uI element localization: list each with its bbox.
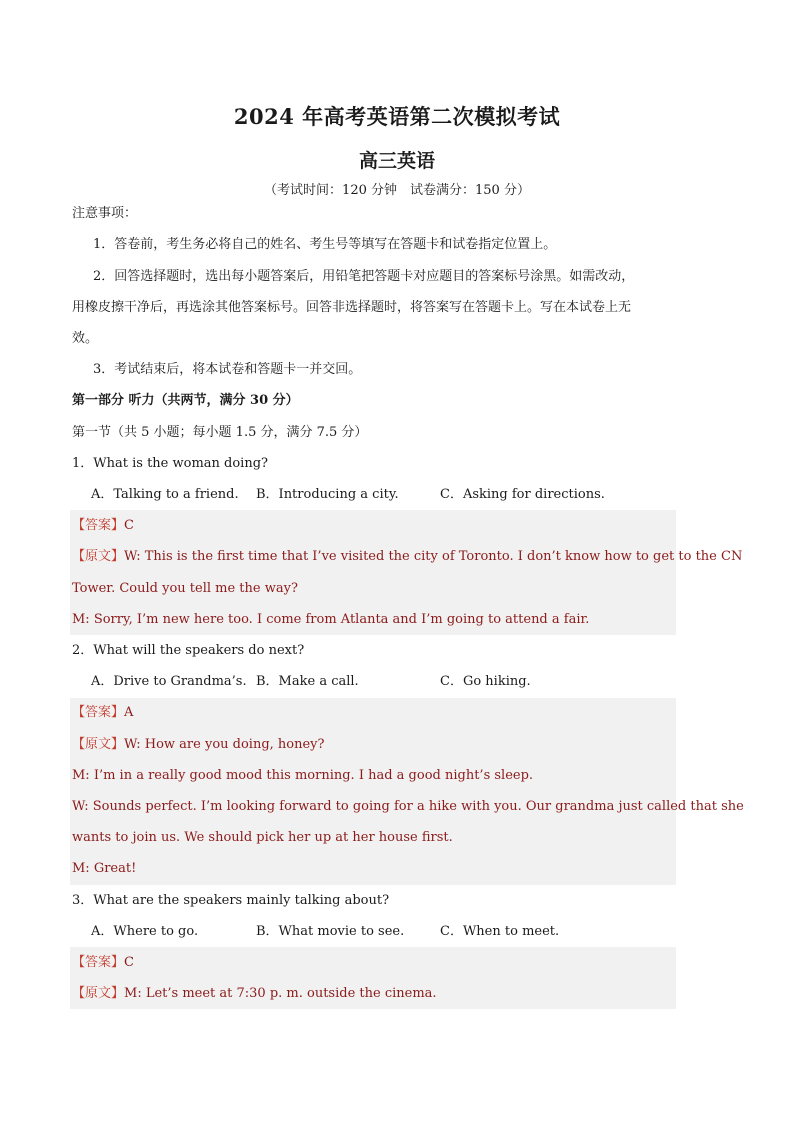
script-line-2-3: W: Sounds perfect. I’m looking forward to going for a hike with you. Our grandma just called that she <box>72 799 744 814</box>
script-line-1-1 <box>72 548 742 566</box>
script-text: M: Let’s meet at 7:30 p. m. outside the cinema. <box>124 986 437 1001</box>
answer-tag: 【答案】 <box>72 955 125 970</box>
question-3-stem: 3．What are the speakers mainly talking about? <box>72 893 390 908</box>
answer-line-1 <box>72 517 134 535</box>
note-item-2-line-1: 2．回答选择题时，选出每小题答案后，用铅笔把答题卡对应题目的答案标号涂黑。如需改动， <box>93 269 635 284</box>
note-item-2-line-3: 效。 <box>72 331 99 346</box>
script-tag: 【原文】 <box>72 737 125 752</box>
question-2-option-b: B．Make a call. <box>256 674 359 689</box>
notes-heading: 注意事项： <box>72 206 138 221</box>
script-line-2-5: M: Great! <box>72 861 137 876</box>
note-item-3: 3．考试结束后，将本试卷和答题卡一并交回。 <box>93 362 362 377</box>
script-line-3-1 <box>72 985 437 1003</box>
script-line-2-4: wants to join us. We should pick her up at her house first. <box>72 830 453 845</box>
question-2-option-c: C．Go hiking. <box>440 674 531 689</box>
part-title: 第一部分 听力（共两节，满分 30 分） <box>72 393 299 408</box>
page-title: 2024 年高考英语第二次模拟考试 <box>233 104 561 129</box>
question-1-option-b: B．Introducing a city. <box>256 487 399 502</box>
exam-info: （考试时间：120 分钟 试卷满分：150 分） <box>264 183 530 198</box>
answer-line-2 <box>72 704 133 722</box>
script-line-1-3: M: Sorry, I’m new here too. I come from Atlanta and I’m going to attend a fair. <box>72 612 590 627</box>
script-text: W: How are you doing, honey? <box>124 737 325 752</box>
question-1-option-c: C．Asking for directions. <box>440 487 605 502</box>
page-subtitle: 高三英语 <box>358 150 435 172</box>
question-3-option-b: B．What movie to see. <box>256 924 405 939</box>
answer-value: C <box>124 518 134 533</box>
answer-tag: 【答案】 <box>72 518 125 533</box>
answer-value: A <box>124 705 134 720</box>
script-text: W: This is the first time that I’ve visited the city of Toronto. I don’t know how to get to the CN <box>124 549 743 564</box>
script-tag: 【原文】 <box>72 549 125 564</box>
question-1-stem: 1．What is the woman doing? <box>72 456 269 471</box>
question-1-option-a: A．Talking to a friend. <box>91 487 239 502</box>
script-line-2-1 <box>72 736 325 754</box>
answer-block-2 <box>70 698 676 885</box>
note-item-2-line-2: 用橡皮擦干净后，再选涂其他答案标号。回答非选择题时，将答案写在答题卡上。写在本试卷上无 <box>72 300 632 315</box>
note-item-1: 1．答卷前，考生务必将自己的姓名、考生号等填写在答题卡和试卷指定位置上。 <box>93 237 557 252</box>
script-tag: 【原文】 <box>72 986 125 1001</box>
question-3-option-a: A．Where to go. <box>91 924 199 939</box>
script-line-2-2: M: I’m in a really good mood this morning. I had a good night’s sleep. <box>72 768 534 783</box>
answer-tag: 【答案】 <box>72 705 125 720</box>
question-2-stem: 2．What will the speakers do next? <box>72 643 305 658</box>
script-line-1-2: Tower. Could you tell me the way? <box>72 581 298 596</box>
answer-line-3 <box>72 954 134 972</box>
question-3-option-c: C．When to meet. <box>440 924 560 939</box>
section-title: 第一节（共 5 小题；每小题 1.5 分，满分 7.5 分） <box>72 425 368 440</box>
answer-value: C <box>124 955 134 970</box>
question-2-option-a: A．Drive to Grandma’s. <box>91 674 247 689</box>
